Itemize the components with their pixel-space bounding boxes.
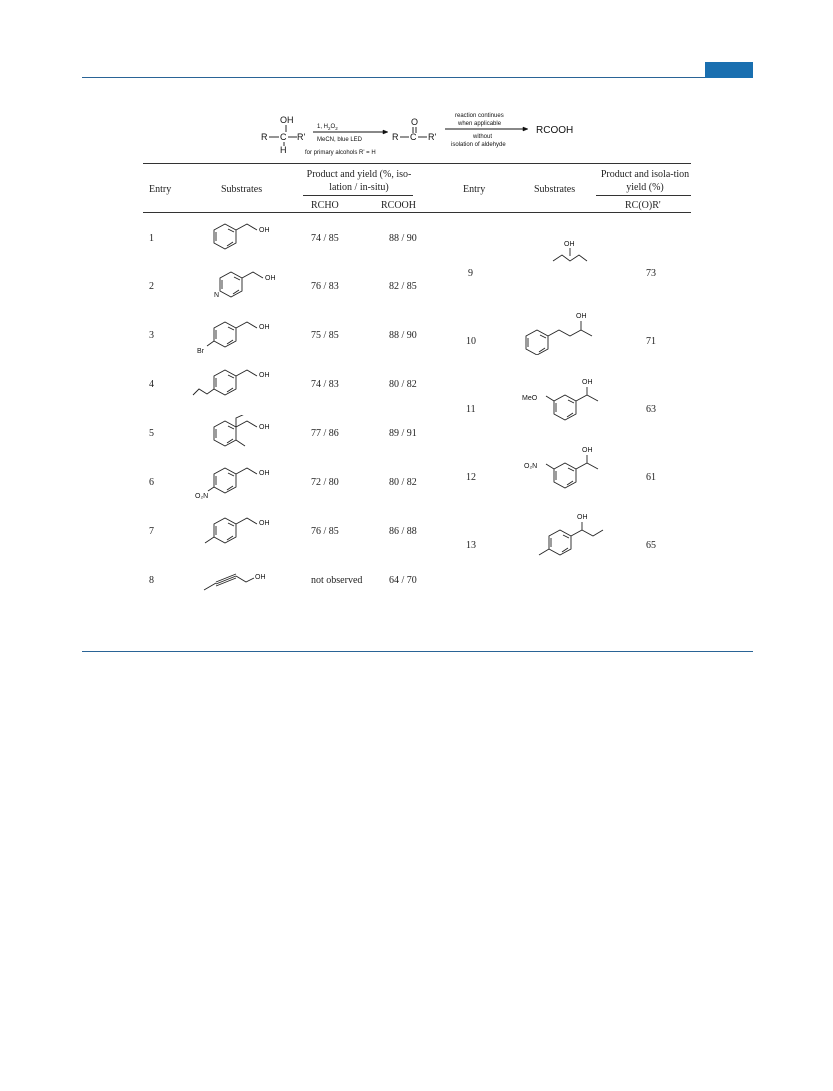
structure-o-methylbenzyl-alcohol [205, 415, 280, 455]
oh-label: OH [259, 470, 270, 477]
arrow2-bot2: isolation of aldehyde [451, 142, 506, 148]
br-label: Br [197, 348, 204, 355]
oh-label: OH [259, 424, 270, 431]
rcooh-yield: 86 / 88 [389, 526, 417, 537]
entry-number: 10 [466, 336, 476, 347]
entry-number: 2 [149, 281, 154, 292]
structure-butynol [200, 566, 280, 596]
rcho-yield: 76 / 85 [311, 526, 339, 537]
reactant-rprime: R' [297, 132, 306, 142]
oh-label: OH [582, 379, 593, 386]
reactant-oh: OH [280, 115, 294, 125]
ketone-yield: 71 [646, 336, 656, 347]
structure-p-methylbenzyl-alcohol [195, 510, 285, 555]
reagent-line2: MeCN, blue LED [317, 137, 363, 143]
structure-phenylbutanol [520, 305, 620, 355]
ketone-yield: 63 [646, 404, 656, 415]
entry-number: 5 [149, 428, 154, 439]
rcho-yield: not observed [311, 575, 363, 586]
oh-label: OH [255, 574, 266, 581]
rcho-yield: 75 / 85 [311, 330, 339, 341]
ketone-yield: 61 [646, 472, 656, 483]
condition-note: for primary alcohols R' = H [305, 150, 376, 156]
rcho-yield: 77 / 86 [311, 428, 339, 439]
rcooh-yield: 89 / 91 [389, 428, 417, 439]
final-product: RCOOH [536, 125, 574, 136]
o2n-label: O₂N [524, 463, 538, 470]
entry-number: 3 [149, 330, 154, 341]
rcho-yield: 74 / 85 [311, 233, 339, 244]
structure-pyridinemethanol [205, 268, 280, 308]
ketone-c: C [410, 132, 417, 142]
entry-number: 12 [466, 472, 476, 483]
structure-nitrophenylethanol [520, 441, 620, 496]
structure-benzyl-alcohol [205, 220, 275, 260]
entry-number: 7 [149, 526, 154, 537]
entry-number: 11 [466, 404, 476, 415]
header-entry-2: Entry [463, 184, 486, 195]
ketone-rprime: R' [428, 132, 437, 142]
structure-methoxybenzyl-alcohol [190, 362, 285, 407]
entry-number: 9 [468, 268, 473, 279]
header-rcooh: RCOOH [381, 200, 417, 211]
rcooh-yield: 64 / 70 [389, 575, 417, 586]
n-label: N [214, 292, 220, 299]
o2n-label: O₂N [195, 493, 209, 500]
arrow2-top2: when applicable [458, 121, 502, 127]
oh-label: OH [564, 241, 575, 248]
structure-nitrobenzyl-alcohol [193, 460, 288, 505]
header-substrates-2: Substrates [534, 184, 576, 195]
rcho-yield: 72 / 80 [311, 477, 339, 488]
page-accent-tab [705, 62, 753, 78]
rcooh-yield: 82 / 85 [389, 281, 417, 292]
rcooh-yield: 88 / 90 [389, 330, 417, 341]
structure-tolylpropanol [525, 508, 625, 568]
rcho-yield: 74 / 83 [311, 379, 339, 390]
rcooh-yield: 80 / 82 [389, 379, 417, 390]
oh-label: OH [577, 514, 588, 521]
header-rcor: RC(O)R' [625, 200, 661, 211]
header-substrates: Substrates [221, 184, 263, 195]
table-top-rule [143, 163, 691, 164]
entry-number: 1 [149, 233, 154, 244]
meo-label: MeO [522, 395, 538, 402]
oh-label: OH [259, 324, 270, 331]
reactant-r: R [261, 132, 268, 142]
ketone-r: R [392, 132, 399, 142]
ketone-yield: 65 [646, 540, 656, 551]
oh-label: OH [259, 520, 270, 527]
structure-bromobenzyl-alcohol [195, 314, 285, 359]
svg-text:1, H2O2: 1, $H_2O_2$ [317, 124, 338, 131]
header-rcho: RCHO [311, 200, 339, 211]
arrow2-top1: reaction continues [455, 113, 504, 119]
oh-label: OH [582, 447, 593, 454]
reactant-h: H [280, 145, 287, 155]
reaction-scheme-drawing [255, 110, 595, 165]
reaction-scheme [255, 110, 595, 165]
rcooh-yield: 80 / 82 [389, 477, 417, 488]
oh-label: OH [259, 227, 270, 234]
rcho-yield: 76 / 83 [311, 281, 339, 292]
arrow2-bot1: without [473, 134, 493, 140]
entry-number: 8 [149, 575, 154, 586]
reagent-line1: 1, H [317, 124, 329, 130]
entry-number: 4 [149, 379, 154, 390]
header-product-yield: Product and yield (%, iso-lation / in-situ) [306, 169, 412, 193]
entry-number: 13 [466, 540, 476, 551]
oh-label: OH [265, 275, 276, 282]
subheader-rule-left [303, 195, 413, 196]
structure-methoxyphenylethanol [520, 373, 620, 428]
structure-3-pentanol [548, 235, 618, 275]
subheader-rule-right [596, 195, 691, 196]
header-product-isolation: Product and isola-tion yield (%) [600, 169, 690, 193]
header-entry: Entry [149, 184, 172, 195]
table-header-rule [143, 212, 691, 213]
oh-label: OH [259, 372, 270, 379]
rcooh-yield: 88 / 90 [389, 233, 417, 244]
ketone-yield: 73 [646, 268, 656, 279]
top-rule [82, 77, 753, 78]
ketone-o: O [411, 117, 419, 127]
oh-label: OH [576, 313, 587, 320]
bottom-rule [82, 651, 753, 652]
entry-number: 6 [149, 477, 154, 488]
reactant-c: C [280, 132, 287, 142]
